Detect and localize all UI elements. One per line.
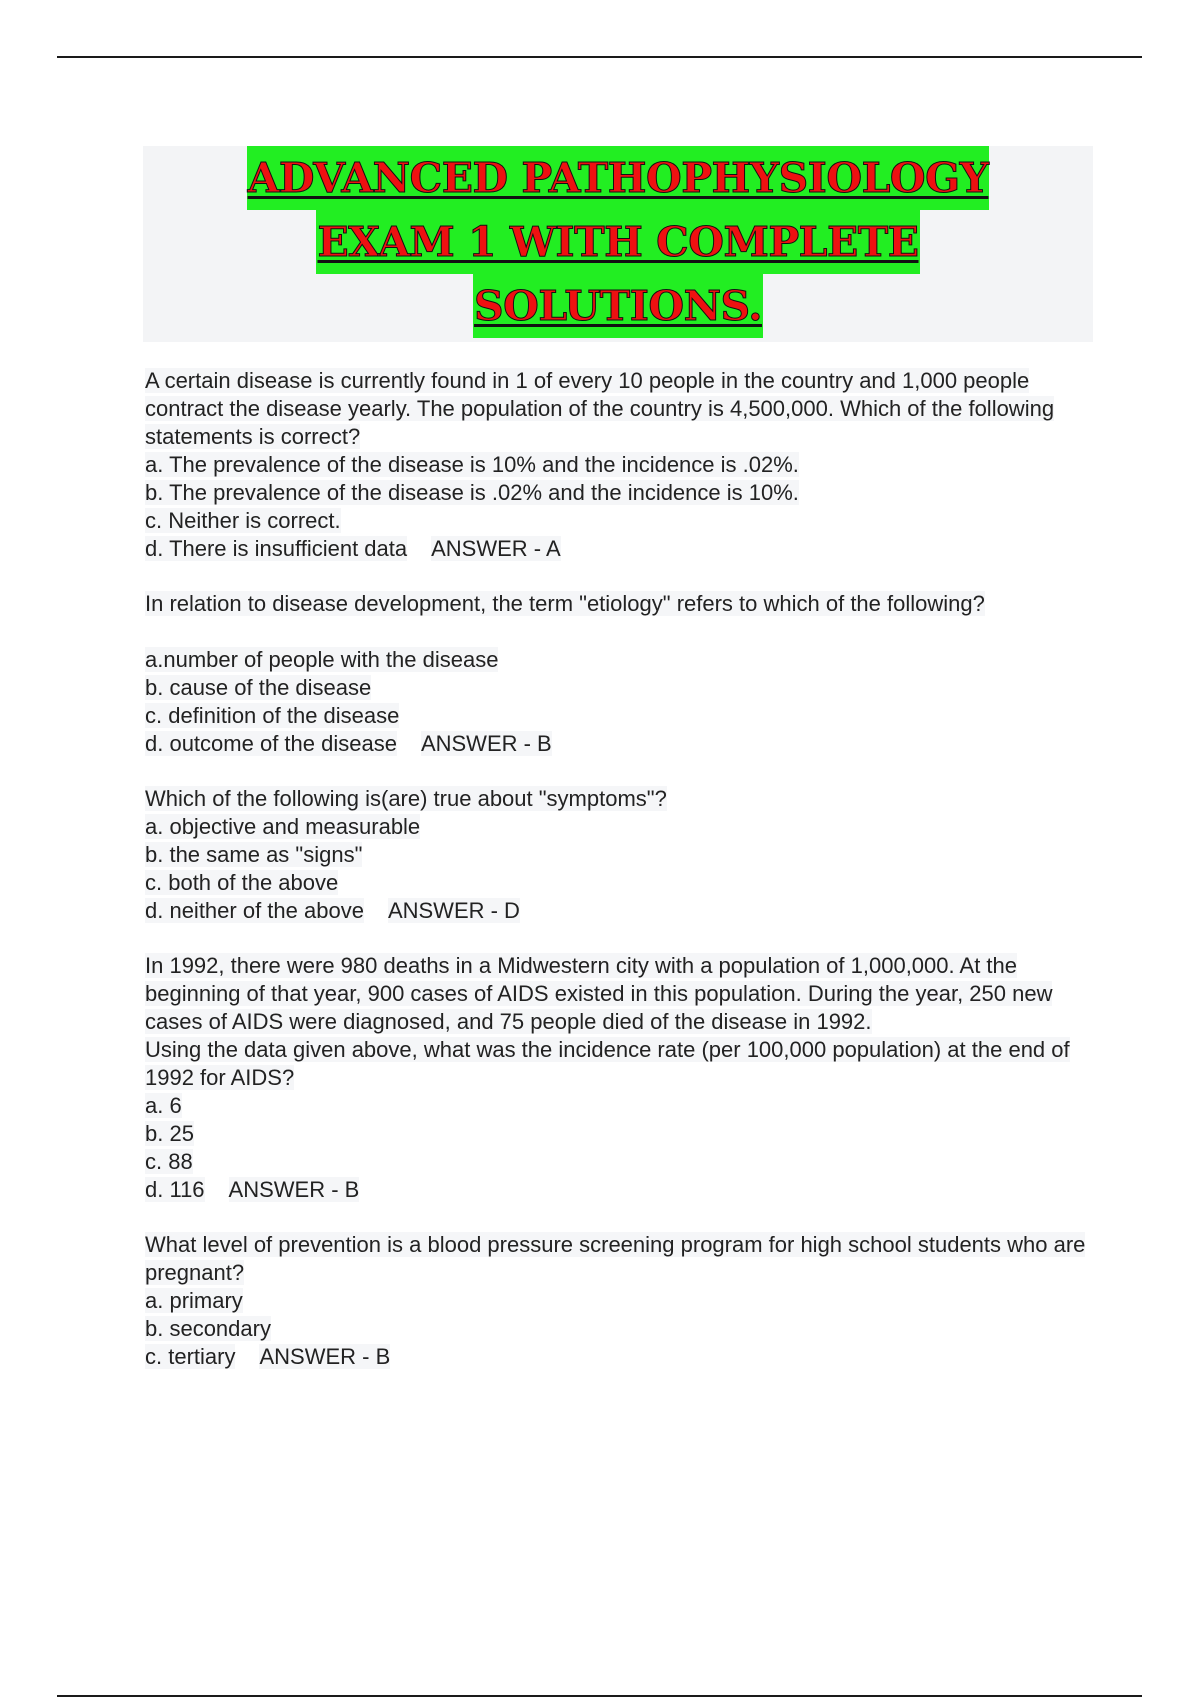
question-4-option-d: d. 116 <box>145 1177 205 1202</box>
question-1-option-d: d. There is insufficient data <box>145 536 408 561</box>
question-3-text: Which of the following is(are) true about "symptoms"? <box>145 786 667 811</box>
question-3-option-b: b. the same as "signs" <box>145 842 363 867</box>
question-4-text: In 1992, there were 980 deaths in a Midwestern city with a population of 1,000,000. At the beginning of that year, 900 cases of AIDS existed in this population. During the year, 250 new cases of AIDS were diagnosed, and 75 people died of the disease in 1992. <box>145 953 1053 1034</box>
question-5-option-a: a. primary <box>145 1288 243 1313</box>
question-2-option-b: b. cause of the disease <box>145 675 372 700</box>
question-1-option-b: b. The prevalence of the disease is .02% and the incidence is 10%. <box>145 480 799 505</box>
document-title <box>143 146 1093 342</box>
question-1-option-a: a. The prevalence of the disease is 10% and the incidence is .02%. <box>145 452 799 477</box>
question-4-answer: ANSWER - B <box>228 1177 360 1202</box>
title-line-1: ADVANCED PATHOPHYSIOLOGY <box>247 146 990 210</box>
question-2-answer: ANSWER - B <box>420 731 552 756</box>
question-4-option-b: b. 25 <box>145 1121 194 1146</box>
question-3-option-c: c. both of the above <box>145 870 339 895</box>
question-4-option-c: c. 88 <box>145 1149 193 1174</box>
question-1-answer: ANSWER - A <box>431 536 561 561</box>
question-2-option-d: d. outcome of the disease <box>145 731 397 756</box>
title-line-2: EXAM 1 WITH COMPLETE <box>316 210 919 274</box>
bottom-divider <box>57 1695 1142 1697</box>
question-2-text: In relation to disease development, the term "etiology" refers to which of the following? <box>145 591 985 616</box>
question-list <box>145 367 1095 1398</box>
question-3-option-a: a. objective and measurable <box>145 814 421 839</box>
question-1-option-c: c. Neither is correct. <box>145 508 341 533</box>
question-5-text: What level of prevention is a blood pressure screening program for high school students who are pregnant? <box>145 1232 1086 1285</box>
question-2-option-a: a.number of people with the disease <box>145 647 499 672</box>
question-3-option-d: d. neither of the above <box>145 898 364 923</box>
question-3 <box>145 785 1095 925</box>
question-5-answer: ANSWER - B <box>259 1344 391 1369</box>
question-4-option-a: a. 6 <box>145 1093 182 1118</box>
question-5-option-b: b. secondary <box>145 1316 271 1341</box>
question-5-option-c: c. tertiary <box>145 1344 236 1369</box>
question-1-text: A certain disease is currently found in 1 of every 10 people in the country and 1,000 people contract the disease yearly. The population of the country is 4,500,000. Which of the following statements is correct? <box>145 368 1055 449</box>
question-4-subtext: Using the data given above, what was the incidence rate (per 100,000 population) at the end of 1992 for AIDS? <box>145 1037 1070 1090</box>
question-3-answer: ANSWER - D <box>387 898 520 923</box>
top-divider <box>57 56 1142 58</box>
question-2-option-c: c. definition of the disease <box>145 703 400 728</box>
question-4 <box>145 952 1095 1204</box>
question-1 <box>145 367 1095 563</box>
question-5 <box>145 1231 1095 1371</box>
title-line-3: SOLUTIONS. <box>473 274 763 338</box>
question-2 <box>145 590 1095 758</box>
